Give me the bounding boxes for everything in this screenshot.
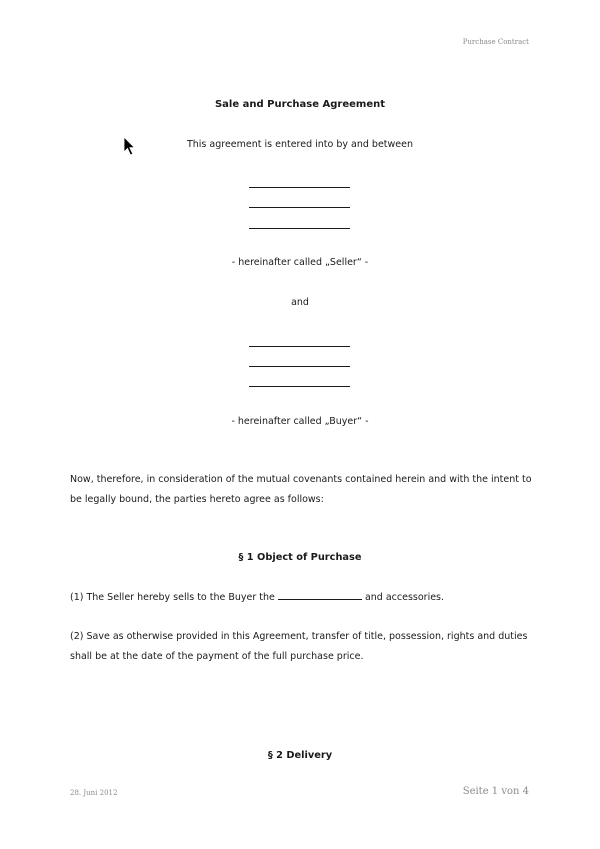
buyer-name-field[interactable] bbox=[249, 346, 350, 347]
section-1-paragraph-2: (2) Save as otherwise provided in this Agreement, transfer of title, possession, rights and duties shall be at the date of the payment of the full purchase price. bbox=[70, 631, 528, 662]
section-1-heading: § 1 Object of Purchase bbox=[238, 552, 362, 563]
seller-address-field[interactable] bbox=[249, 207, 350, 208]
header-title: Purchase Contract bbox=[462, 38, 529, 46]
section-2-heading: § 2 Delivery bbox=[267, 750, 333, 761]
buyer-label: - hereinafter called „Buyer“ - bbox=[231, 416, 369, 427]
document-title: Sale and Purchase Agreement bbox=[214, 99, 386, 110]
seller-label: - hereinafter called „Seller“ - bbox=[231, 257, 369, 268]
buyer-address-field[interactable] bbox=[249, 366, 350, 367]
object-of-purchase-field[interactable] bbox=[278, 590, 362, 600]
intro-text: This agreement is entered into by and between bbox=[186, 139, 414, 150]
seller-city-field[interactable] bbox=[249, 228, 350, 229]
footer-date: 28. Juni 2012 bbox=[70, 789, 118, 797]
section-1-paragraph-1 bbox=[70, 588, 532, 608]
paragraph-1-text-after: and accessories. bbox=[361, 592, 445, 603]
paragraph-1-text-before: (1) The Seller hereby sells to the Buyer the bbox=[70, 592, 278, 603]
seller-name-field[interactable] bbox=[249, 187, 350, 188]
buyer-city-field[interactable] bbox=[249, 386, 350, 387]
footer-page-number: Seite 1 von 4 bbox=[462, 786, 529, 797]
preamble-paragraph: Now, therefore, in consideration of the mutual covenants contained herein and with the intent to be legally bound, the parties hereto agree as follows: bbox=[70, 474, 532, 505]
and-text: and bbox=[291, 297, 309, 308]
